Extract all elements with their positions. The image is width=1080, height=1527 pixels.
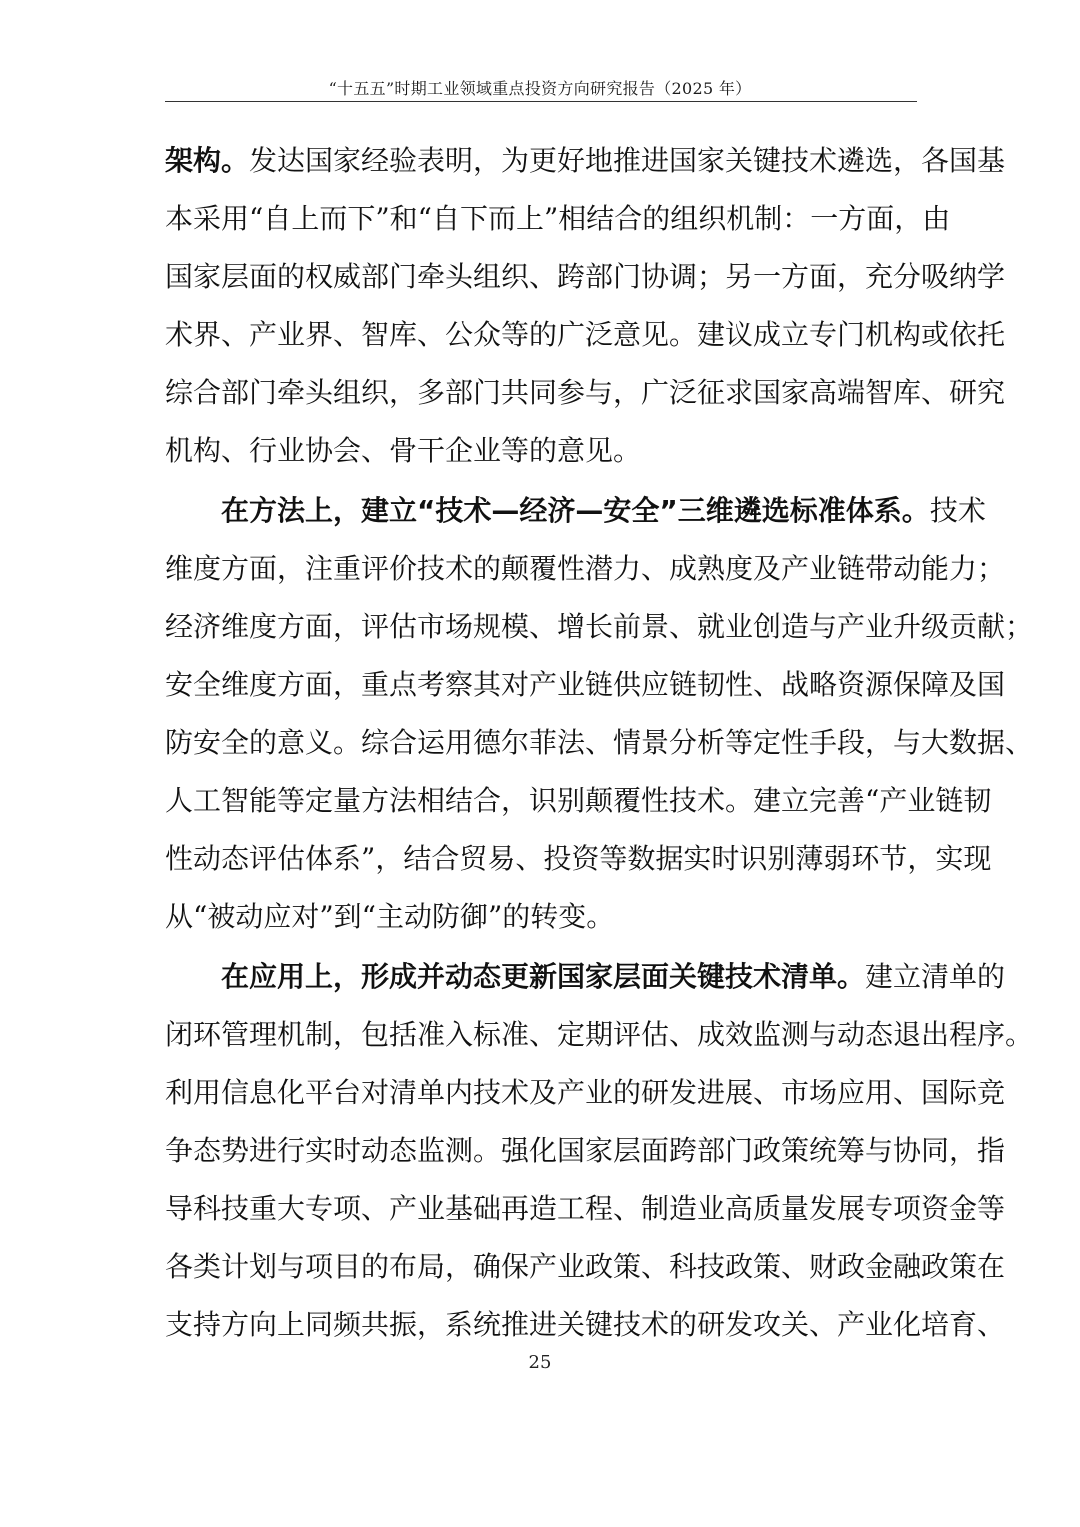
paragraph-line: 闭环管理机制，包括准入标准、定期评估、成效监测与动态退出程序。 bbox=[165, 1018, 1034, 1051]
paragraph-lead: 在方法上，建立“技术—经济—安全”三维遴选标准体系。 bbox=[221, 494, 930, 527]
paragraph-line: 支持方向上同频共振，系统推进关键技术的研发攻关、产业化培育、 bbox=[165, 1308, 1006, 1341]
paragraph-line: 机构、行业协会、骨干企业等的意见。 bbox=[165, 434, 642, 467]
paragraph-line bbox=[165, 132, 1006, 190]
paragraph-line: 综合部门牵头组织，多部门共同参与，广泛征求国家高端智库、研究 bbox=[165, 376, 1006, 409]
paragraph-line: 经济维度方面，评估市场规模、增长前景、就业创造与产业升级贡献； bbox=[165, 610, 1034, 643]
paragraph-line bbox=[165, 482, 986, 540]
paragraph-line: 人工智能等定量方法相结合，识别颠覆性技术。建立完善“产业链韧 bbox=[165, 784, 992, 817]
body-text bbox=[165, 132, 1034, 1354]
paragraph-line: 防安全的意义。综合运用德尔菲法、情景分析等定性手段，与大数据、 bbox=[165, 726, 1034, 759]
header-rule bbox=[165, 101, 917, 102]
paragraph-line: 利用信息化平台对清单内技术及产业的研发进展、市场应用、国际竞 bbox=[165, 1076, 1006, 1109]
paragraph-line: 性动态评估体系”，结合贸易、投资等数据实时识别薄弱环节，实现 bbox=[165, 842, 992, 875]
running-header: “十五五”时期工业领域重点投资方向研究报告（2025 年） bbox=[328, 79, 752, 98]
paragraph-line: 安全维度方面，重点考察其对产业链供应链韧性、战略资源保障及国 bbox=[165, 668, 1006, 701]
paragraph-line: 国家层面的权威部门牵头组织、跨部门协调；另一方面，充分吸纳学 bbox=[165, 260, 1006, 293]
paragraph-line: 术界、产业界、智库、公众等的广泛意见。建议成立专门机构或依托 bbox=[165, 318, 1006, 351]
paragraph-lead: 架构。 bbox=[165, 144, 250, 177]
paragraph-line: 从“被动应对”到“主动防御”的转变。 bbox=[165, 900, 615, 933]
paragraph-line: 各类计划与项目的布局，确保产业政策、科技政策、财政金融政策在 bbox=[165, 1250, 1006, 1283]
paragraph-line: 维度方面，注重评价技术的颠覆性潜力、成熟度及产业链带动能力； bbox=[165, 552, 1006, 585]
page-number: 25 bbox=[528, 1352, 552, 1373]
paragraph-text: 发达国家经验表明，为更好地推进国家关键技术遴选，各国基 bbox=[249, 144, 1006, 177]
paragraph-line: 争态势进行实时动态监测。强化国家层面跨部门政策统筹与协同，指 bbox=[165, 1134, 1006, 1167]
paragraph-line: 导科技重大专项、产业基础再造工程、制造业高质量发展专项资金等 bbox=[165, 1192, 1006, 1225]
paragraph-text: 建立清单的 bbox=[865, 960, 1006, 993]
paragraph-line: 本采用“自上而下”和“自下而上”相结合的组织机制：一方面，由 bbox=[165, 202, 951, 235]
paragraph-text: 技术 bbox=[929, 494, 986, 527]
paragraph-line bbox=[165, 948, 1006, 1006]
paragraph-lead: 在应用上，形成并动态更新国家层面关键技术清单。 bbox=[221, 960, 866, 993]
